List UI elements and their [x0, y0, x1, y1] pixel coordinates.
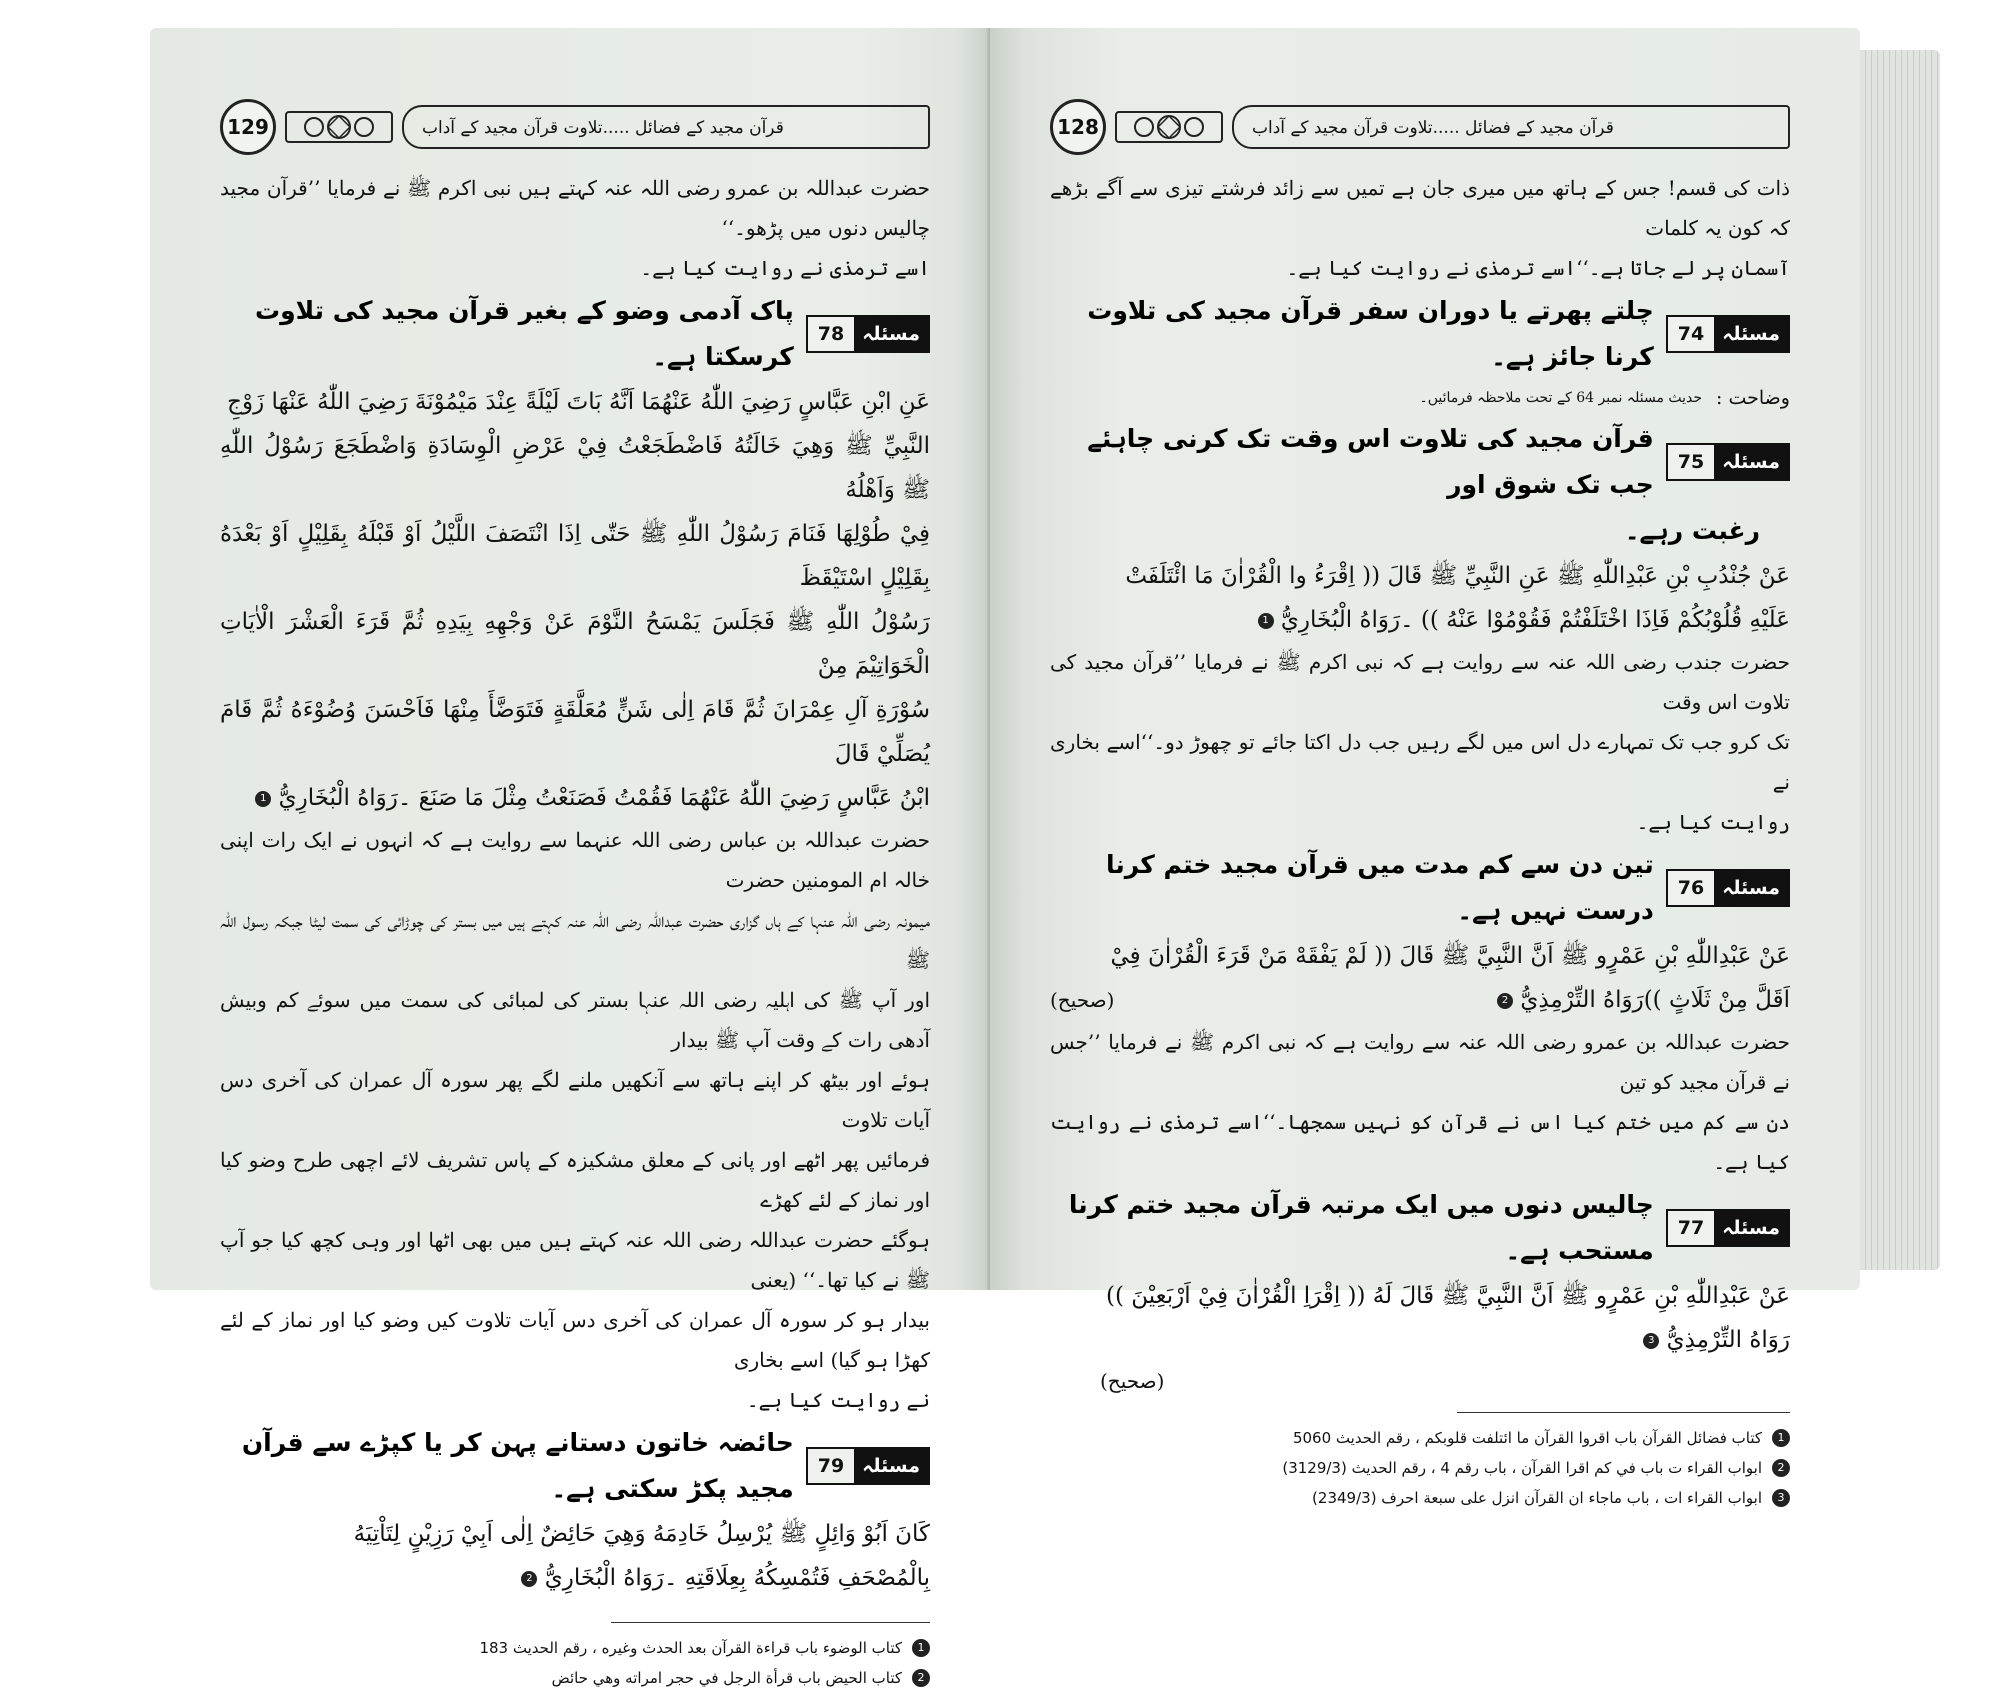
- page-header: [220, 98, 930, 156]
- footnote-mark: 1: [255, 791, 271, 807]
- arabic-line-text: عَلَيْهِ قُلُوْبُكُمْ فَاِذَا اخْتَلَفْتُمْ فَقُوْمُوْا عَنْهُ )) ۔رَوَاهُ الْبُخَارِيُّ: [1280, 607, 1790, 633]
- masala-title: چلتے پھرتے یا دوران سفر قرآن مجید کی تلاوت کرنا جائز ہے۔: [1087, 296, 1654, 371]
- ornament-icon: [284, 104, 394, 150]
- wazahat-reference: حدیث مسئلہ نمبر 64 کے تحت ملاحظہ فرمائیں۔: [1419, 390, 1703, 406]
- footnote-text: كتاب فضائل القرآن باب اقروا القرآن ما ائتلفت قلوبكم ، رقم الحديث 5060: [1292, 1429, 1762, 1447]
- arabic-line-text: اَقَلَّ مِنْ ثَلَاثٍ ))رَوَاهُ التِّرْمِذِيُّ: [1520, 987, 1790, 1013]
- masala-number: 74: [1668, 317, 1714, 351]
- footnote-text: كتاب الحيض باب قرأة الرجل في حجر امراته وهي حائض: [551, 1669, 902, 1687]
- masala-number: 75: [1668, 445, 1714, 479]
- urdu-line: فرمائیں پھر اٹھے اور پانی کے معلق مشکیزہ کے پاس تشریف لائے اچھی طرح وضو کیا اور نماز کے لئے کھڑے: [220, 1148, 930, 1212]
- masala-number: 78: [808, 317, 854, 351]
- urdu-line: ہوگئے حضرت عبداللہ رضی اللہ عنہ کہتے ہیں میں بھی اٹھا اور وہی کچھ کیا جو آپ ﷺ نے کیا تھا۔‘‘ (یعنی: [220, 1228, 930, 1292]
- urdu-line: نے روایت کیا ہے۔: [746, 1388, 930, 1412]
- urdu-line: بیدار ہو کر سورہ آل عمران کی آخری دس آیات تلاوت کیں وضو کیا اور نماز کے لئے کھڑا ہو گیا) اسے بخاری: [220, 1308, 930, 1372]
- footnote: [220, 1633, 930, 1663]
- footnote-divider: [611, 1622, 931, 1623]
- masala-title: تین دن سے کم مدت میں قرآن مجید ختم کرنا درست نہیں ہے۔: [1105, 850, 1654, 925]
- arabic-line: رَسُوْلُ اللّٰهِ ﷺ فَجَلَسَ يَمْسَحُ النَّوْمَ عَنْ وَجْهِهِ بِيَدِهِ ثُمَّ قَرَءَ الْعَشْرَ الْاٰيَاتِ الْخَوَاتِيْمَ مِنْ: [220, 609, 930, 679]
- ornament-icon: [1114, 104, 1224, 150]
- masala-label: مسئلہ: [1714, 317, 1788, 351]
- footnote: [1050, 1453, 1790, 1483]
- masala-number: 77: [1668, 1211, 1714, 1245]
- masala-label-box: [806, 1447, 930, 1485]
- arabic-line: سُوْرَةِ آلِ عِمْرَانَ ثُمَّ قَامَ اِلٰى شَنٍّ مُعَلَّقَةٍ فَتَوَضَّأَ مِنْهَا فَاَحْسَنَ وُضُوْءَهُ ثُمَّ قَامَ يُصَلِّيْ قَالَ: [220, 697, 930, 767]
- masala-title-continued: [1050, 508, 1790, 554]
- urdu-line: حضرت جندب رضی اللہ عنہ سے روایت ہے کہ نبی اکرم ﷺ نے فرمایا ’’قرآن مجید کی تلاوت اس وقت: [1050, 650, 1790, 714]
- masala-title: چالیس دنوں میں ایک مرتبہ قرآن مجید ختم کرنا مستحب ہے۔: [1068, 1190, 1654, 1265]
- masala-heading: [220, 288, 930, 380]
- arabic-line-inner: [1497, 978, 1790, 1022]
- footnote: [1050, 1483, 1790, 1513]
- arabic-line: النَّبِيِّ ﷺ وَهِيَ خَالَتُهُ فَاضْطَجَعْتُ فِيْ عَرْضِ الْوِسَادَةِ وَاضْطَجَعَ رَسُوْلُ اللّٰهِ ﷺ وَاَهْلُهُ: [220, 433, 930, 503]
- footnote-mark: 3: [1643, 1333, 1659, 1349]
- arabic-line-text: بِالْمُصْحَفِ فَتُمْسِكُهُ بِعِلَاقَتِهِ ۔رَوَاهُ الْبُخَارِيُّ: [544, 1565, 930, 1591]
- running-title: قرآن مجید کے فضائل .....تلاوت قرآن مجید کے آداب: [402, 105, 930, 149]
- left-page: [150, 28, 990, 1687]
- masala-title: پاک آدمی وضو کے بغیر قرآن مجید کی تلاوت کرسکتا ہے۔: [254, 296, 794, 371]
- footnote-text: ابواب القراء ات ، باب ماجاء ان القرآن انزل على سبعة احرف (2349/3): [1312, 1489, 1762, 1507]
- page-number: 128: [1050, 99, 1106, 155]
- masala-number: 79: [808, 1449, 854, 1483]
- intro-line: حضرت عبداللہ بن عمرو رضی اللہ عنہ کہتے ہیں نبی اکرم ﷺ نے فرمایا ’’قرآن مجید چالیس دنوں میں پڑھو۔‘‘: [220, 176, 930, 240]
- arabic-line: عَنِ ابْنِ عَبَّاسٍ رَضِيَ اللّٰهُ عَنْهُمَا اَنَّهُ بَاتَ لَيْلَةً عِنْدَ مَيْمُوْنَةَ رَضِيَ اللّٰهُ عَنْهَا زَوْجِ: [227, 389, 930, 415]
- masala-heading: [220, 1420, 930, 1512]
- page-stack-edge: [1860, 50, 1940, 1270]
- footnote-number: 2: [912, 1669, 930, 1687]
- footnote-mark: 2: [1497, 993, 1513, 1009]
- footnote-number: 3: [1772, 1489, 1790, 1507]
- urdu-line: روایت کیا ہے۔: [1636, 810, 1790, 834]
- intro-line: اسے ترمذی نے روایت کیا ہے۔: [640, 256, 930, 280]
- arabic-line: فِيْ طُوْلِهَا فَنَامَ رَسُوْلُ اللّٰهِ ﷺ حَتّٰى اِذَا انْتَصَفَ اللَّيْلُ اَوْ قَبْلَهُ بِقَلِيْلٍ اَوْ بَعْدَهُ بِقَلِيْلٍ اسْتَيْقَظَ: [220, 521, 930, 591]
- footnotes: [1050, 1423, 1790, 1513]
- masala-title: قرآن مجید کی تلاوت اس وقت تک کرنی چاہئے جب تک شوق اور: [1087, 424, 1654, 499]
- masala-heading: [1050, 842, 1790, 934]
- arabic-line-text: ابْنُ عَبَّاسٍ رَضِيَ اللّٰهُ عَنْهُمَا فَقُمْتُ فَصَنَعْتُ مِثْلَ مَا صَنَعَ ۔رَوَاهُ الْبُخَارِيُّ: [278, 785, 930, 811]
- masala-title-cont: رغبت رہے۔: [1624, 516, 1760, 545]
- sahih-grade: (صحیح): [1050, 988, 1115, 1012]
- footnote: [1050, 1423, 1790, 1453]
- arabic-line: عَنْ جُنْدُبِ بْنِ عَبْدِاللّٰهِ ﷺ عَنِ النَّبِيِّ ﷺ قَالَ (( اِقْرَءُ وا الْقُرْاٰنَ مَا ائْتَلَفَتْ: [1125, 563, 1790, 589]
- wazahat-note: [1050, 380, 1790, 416]
- urdu-line: ہوئے اور بیٹھ کر اپنے ہاتھ سے آنکھیں ملنے لگے پھر سورہ آل عمران کی آخری دس آیات تلاوت: [220, 1068, 930, 1132]
- masala-label-box: [1666, 315, 1790, 353]
- footnote-mark: 1: [1258, 613, 1274, 629]
- masala-label-box: [1666, 869, 1790, 907]
- urdu-line: حضرت عبداللہ بن عباس رضی اللہ عنہما سے روایت ہے کہ انہوں نے ایک رات اپنی خالہ ام المومنین حضرت: [220, 828, 930, 892]
- masala-label: مسئلہ: [1714, 1211, 1788, 1245]
- footnotes: [220, 1633, 930, 1693]
- masala-label: مسئلہ: [1714, 871, 1788, 905]
- urdu-line: حضرت عبداللہ بن عمرو رضی اللہ عنہ سے روایت ہے کہ نبی اکرم ﷺ نے فرمایا ’’جس نے قرآن مجید کو تین: [1050, 1030, 1790, 1094]
- masala-number: 76: [1668, 871, 1714, 905]
- footnote-divider: [1457, 1412, 1790, 1413]
- masala-label: مسئلہ: [1714, 445, 1788, 479]
- footnote-mark: 2: [521, 1571, 537, 1587]
- arabic-line: [1050, 1318, 1790, 1362]
- wazahat-label: وضاحت :: [1716, 387, 1790, 409]
- arabic-line: [1050, 978, 1790, 1022]
- footnote-text: كتاب الوضوء باب قراءة القرآن بعد الحدث وغيره ، رقم الحديث 183: [479, 1639, 902, 1657]
- footnote: [220, 1663, 930, 1693]
- arabic-line: [220, 1556, 930, 1600]
- urdu-line: اور آپ ﷺ کی اہلیہ رضی اللہ عنہا بستر کی لمبائی کی سمت میں سوئے کم وبیش آدھی رات کے وقت آپ ﷺ بیدار: [220, 988, 930, 1052]
- intro-line: ذات کی قسم! جس کے ہاتھ میں میری جان ہے تمیں سے زائد فرشتے تیزی سے آگے بڑھے کہ کون یہ کلمات: [1050, 176, 1790, 240]
- urdu-line: تک کرو جب تک تمہارے دل اس میں لگے رہیں جب دل اکتا جائے تو چھوڑ دو۔‘‘اسے بخاری نے: [1050, 730, 1790, 794]
- sahih-grade: (صحیح): [1100, 1369, 1165, 1393]
- urdu-line: دن سے کم میں ختم کیا اس نے قرآن کو نہیں سمجھا۔‘‘اسے ترمذی نے روایت کیا ہے۔: [1050, 1110, 1790, 1174]
- masala-title: حائضہ خاتون دستانے پہن کر یا کپڑے سے قرآن مجید پکڑ سکتی ہے۔: [241, 1428, 794, 1503]
- right-page: [990, 28, 1860, 1507]
- urdu-line: میمونہ رضی اللہ عنہا کے ہاں گزاری حضرت عبداللہ رضی اللہ عنہ کہتے ہیں میں بستر کی چوڑائی کی سمت لیٹا جبکہ رسول اللہ ﷺ: [220, 908, 930, 972]
- arabic-line: عَنْ عَبْدِاللّٰهِ بْنِ عَمْرٍو ﷺ اَنَّ النَّبِيَّ ﷺ قَالَ (( لَمْ يَفْقَهْ مَنْ قَرَءَ الْقُرْاٰنَ فِيْ: [1110, 943, 1790, 969]
- masala-label-box: [806, 315, 930, 353]
- arabic-line: عَنْ عَبْدِاللّٰهِ بْنِ عَمْرٍو ﷺ اَنَّ النَّبِيَّ ﷺ قَالَ لَهُ (( اِقْرَاِ الْقُرْاٰنَ فِيْ اَرْبَعِيْنَ )): [1105, 1283, 1790, 1309]
- masala-heading: [1050, 416, 1790, 508]
- masala-label: مسئلہ: [854, 317, 928, 351]
- arabic-line: كَانَ اَبُوْ وَائِلٍ ﷺ يُرْسِلُ خَادِمَهُ وَهِيَ حَائِضٌ اِلٰى اَبِيْ رَزِيْنٍ لِتَاْتِيَهُ: [353, 1521, 930, 1547]
- footnote-number: 2: [1772, 1459, 1790, 1477]
- arabic-line-text: رَوَاهُ التِّرْمِذِيُّ: [1666, 1327, 1790, 1353]
- footnote-number: 1: [912, 1639, 930, 1657]
- running-title: قرآن مجید کے فضائل .....تلاوت قرآن مجید کے آداب: [1232, 105, 1790, 149]
- masala-label-box: [1666, 443, 1790, 481]
- masala-heading: [1050, 1182, 1790, 1274]
- masala-heading: [1050, 288, 1790, 380]
- masala-label: مسئلہ: [854, 1449, 928, 1483]
- page-number: 129: [220, 99, 276, 155]
- intro-line: آسمان پر لے جاتا ہے۔‘‘اسے ترمذی نے روایت کیا ہے۔: [1286, 256, 1790, 280]
- arabic-line: [1050, 598, 1790, 642]
- masala-label-box: [1666, 1209, 1790, 1247]
- footnote-text: ابواب القراء ت باب في كم اقرا القرآن ، باب رقم 4 ، رقم الحديث (3129/3): [1282, 1459, 1762, 1477]
- page-header: [1050, 98, 1790, 156]
- footnote-number: 1: [1772, 1429, 1790, 1447]
- arabic-line: [220, 776, 930, 820]
